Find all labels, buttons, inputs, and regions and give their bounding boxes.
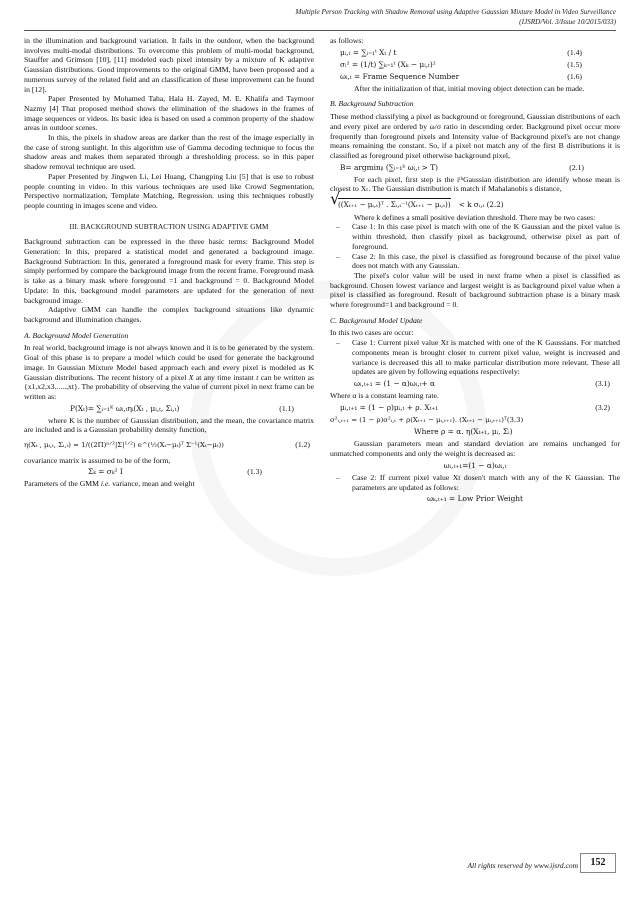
- italic-span: t: [256, 372, 259, 382]
- equation-1-5: [330, 60, 620, 70]
- sqrt-sign: √: [330, 189, 341, 209]
- equation-1-1: [24, 404, 314, 414]
- equation-text: ωᵢ,ₜ = Frame Sequence Number: [340, 71, 460, 81]
- subsection-heading: A. Background Model Generation: [24, 330, 129, 340]
- header-rule: [24, 30, 616, 31]
- equation-number: (1.5): [567, 59, 582, 69]
- dash-bullet: –: [336, 222, 340, 232]
- equation-weight-decrease: [330, 461, 620, 471]
- equation-text: μᵢ,ₜ = ∑ᵢ₌₁ᵗ Xₜ / t: [340, 47, 397, 57]
- paragraph: in the illumination and background variation. It fails in the outdoor, when the background involves multi-modal distributions. To overcome this problem of multi-modal background, Stauffer and Grimson [10], [11] modeled each pixel intensity by a mixture of K adaptive Gaussian distributions. Good improvements to the original GMM, have been proposed and a numerous survey of the related field and an classification of these improvement can be found in [12].: [24, 36, 314, 94]
- paragraph: In this, the pixels in shadow areas are darker than the rest of the image especially in the case of strong sunlight. In this algorithm use of Gamma decoding technique to focus the shadow areas and makes them separated through a thresholding process. so in this paper shadow removal technique are used.: [24, 133, 314, 172]
- equation-low-prior-weight: [330, 494, 620, 504]
- paragraph: The pixel's color value will be used in next frame when a pixel is classified as background. Chosen lowest variance and largest weight is as background pixel value when a pixel is classified as foreground. Result of background subtraction phase is a binary mask where foreground=1 and background = 0.: [330, 270, 620, 310]
- equation-number: (1.6): [567, 71, 582, 81]
- equation-number: (1.4): [567, 47, 582, 57]
- paragraph: Gaussian parameters mean and standard deviation are remains unchanged for unmatched components and only the weight is decreased as:: [330, 439, 620, 459]
- paragraph: as follows:: [330, 36, 364, 45]
- dash-bullet: –: [336, 338, 340, 348]
- equation-number: (1.2): [295, 440, 310, 450]
- subsection-heading: B. Background Subtraction: [330, 99, 414, 109]
- equation-text: σᵢ² = (1/t) ∑ₖ₌₁ᵗ (Xₖ − μᵢ,ₜ)²: [340, 59, 436, 69]
- equation-3-2: [330, 403, 620, 413]
- italic-span: X: [188, 372, 194, 382]
- paragraph: Where α is a constant learning rate.: [330, 390, 439, 400]
- equation-text: η(Xₜ , μᵢ,ₜ, Σᵢ,ₜ) = 1/((2Π)ⁿᐟ²|Σ|¹ᐟ²) e^(½(Xₜ−μₜ)ᵀ Σ⁻¹(Xₜ−μₜ)): [24, 441, 224, 450]
- case-text: Case 2: If current pixel value Xt dosen't match with any of the K Gaussian. The parameters are updated as follows:: [352, 472, 620, 492]
- paragraph: In this two cases are occur:: [330, 328, 414, 338]
- case-text: Case 1: In this case pixel is match with one of the K Gaussian and the pixel value is within threshold, then classify pixel as background, otherwise pixel as part of foreground.: [352, 222, 620, 251]
- paragraph: [24, 479, 314, 489]
- paragraph: Background subtraction can be expressed in the three basic terms: Background Model Generation: In this, prepared a statistical model and generated a background image. Background Subtraction: In this, generated a foreground mask for every frame. This step is simply performed by compare the background image from the recent frame. Foreground mask is take as a binary mask where foreground =1 and background = 0. Background Model Update: In this, background model parameters are updated for the generation of next background image.: [24, 237, 314, 305]
- list-item-case: [330, 252, 620, 271]
- header-citation: (IJSRD/Vol. 3/Issue 10/2015/033): [519, 17, 616, 26]
- equation-text: < k σᵢ,ₜ (2.2): [458, 200, 504, 210]
- equation-number: (2.1): [569, 162, 584, 172]
- text-span: In real world, background image is not always known and it is to be generated by the system. Goal of this phase is to prepare a model which could be used for generate the background image. In Gaussian Mixture Model based approach each and every pixel is modeled as K Gaussian distributions. The recent history of a pixel: [24, 343, 314, 382]
- equation-text: ωᵢ,ₜ₊₁ = (1 − α)ωᵢ,ₜ+ α: [354, 378, 436, 388]
- equation-text: P(Xₜ)= ∑ᵢ₌₁ᴷ ωᵢ,ₜηᵢ(Xₜ , μᵢ,ₜ, Σᵢ,ₜ): [70, 403, 180, 413]
- equation-number: (3.2): [595, 402, 610, 412]
- equation-2-2: [330, 189, 620, 210]
- equation-1-6: [330, 72, 620, 82]
- equation-text: Where ρ = α. η(Xₜ₊₁, μᵢ, Σᵢ): [414, 427, 513, 437]
- right-column: [330, 36, 620, 506]
- paragraph: where K is the number of Gaussian distribution, and the mean, the covariance matrix are included and is a Gaussian probability density function,: [24, 415, 314, 435]
- list-item-case: [330, 338, 620, 377]
- paragraph: After the initialization of that, initial moving object detection can be made.: [354, 83, 585, 93]
- equation-3-3: [330, 415, 620, 426]
- equation-number: (1.3): [247, 467, 262, 477]
- paragraph: Where k defines a small positive deviation threshold. There may be two cases:: [354, 212, 596, 222]
- equation-1-3: [24, 467, 314, 477]
- list-item-case: [330, 222, 620, 251]
- equation-1-2: [24, 440, 314, 451]
- running-header: [295, 8, 616, 27]
- header-title: Multiple Person Tracking with Shadow Removal using Adaptive Gaussian Mixture Model in Video Surveillance: [295, 8, 616, 16]
- subsection-heading: C. Background Model Update: [330, 315, 423, 325]
- equation-text: σ²ᵢ,ₜ₊₁ = (1 − ρ)σ²ᵢ,ₜ + ρ(Xₜ₊₁ − μᵢ,ₜ₊₁). (Xₜ₊₁ − μᵢ,ₜ₊₁)ᵀ(3.3): [330, 415, 524, 424]
- equation-text: B= argminᵦ (∑ᵢ₌₁ᵇ ωᵢ,ₜ > T): [340, 162, 439, 172]
- equation-3-1: [330, 379, 620, 389]
- footer-rights: All rights reserved by www.ijsrd.com: [467, 861, 578, 870]
- paragraph: Paper Presented by Mohamed Taha, Hala H. Zayed, M. E. Khalifa and Taymoor Nazmy [4] That proposed method shows the elimination of the shadows in the frames of image sequences or videos. Its basic idea is based on used a common property of the shadow areas in outdoor scenes.: [24, 94, 314, 133]
- italic-span: i.e.: [100, 479, 111, 489]
- paragraph: For each pixel, first step is the iᵗʰGaussian distribution are identify whose mean is closest to Xₜ. The Gaussian distribution is match if Mahalanobis s distance,: [330, 174, 620, 194]
- equation-text: μᵢ,ₜ₊₁ = (1 − ρ)μᵢ,ₜ + ρ. Xₜ₊₁: [340, 402, 439, 412]
- paragraph: Adaptive GMM can handle the complex background situations like dynamic background and illumination changes.: [24, 305, 314, 324]
- equation-2-1: [330, 163, 620, 173]
- paragraph: covariance matrix is assumed to be of the form,: [24, 455, 171, 465]
- equation-rho-definition: [330, 427, 620, 437]
- equation-number: (1.1): [279, 403, 294, 413]
- equation-radicand: ((Xₜ₊₁ − μᵢ,ₜ)ᵀ . Σᵢ,ₜ⁻¹(Xₜ₊₁ − μᵢ,ₜ)): [338, 200, 451, 210]
- dash-bullet: –: [336, 472, 340, 482]
- paragraph: [24, 343, 314, 401]
- left-column: [24, 36, 314, 489]
- case-text: Case 2: In this case, the pixel is classified as foreground because of the pixel value does not match with any Gaussian.: [352, 251, 620, 271]
- text-span: Parameters of the GMM: [24, 479, 101, 489]
- equation-number: (3.1): [595, 378, 610, 388]
- paragraph: These method classifying a pixel as background or foreground, Gaussian distributions of each and every pixel are ordered by ω/σ ratio in descending order. Background pixel occur more frequently than foreground pixels and Intensity value of Background pixel's are not change means remaining the constant. So, if a pixel not match any of the first B distributions it is classified as foreground pixel otherwise background pixel,: [330, 112, 620, 160]
- page-number: 152: [580, 853, 616, 873]
- paragraph: Paper Presented by Jingwen Li, Lei Huang, Changping Liu [5] that is use to robust people counting in video. In this various techniques are used like Crowd Segmentation, Perspective normalization, Template Matching, Regression. using this techniques robustly people counting in images scene and video.: [24, 171, 314, 210]
- dash-bullet: –: [336, 251, 340, 261]
- equation-text: Σₖ = σₖ² I: [88, 467, 123, 477]
- equation-1-4: [330, 48, 620, 58]
- list-item-case: [330, 473, 620, 492]
- section-heading: III. BACKGROUND SUBTRACTION USING ADAPTIVE GMM: [69, 222, 269, 231]
- text-span: at any time instant: [193, 372, 257, 382]
- case-text: Case 1: Current pixel value Xt is matched with one of the K Gaussians. For matched components mean is brought closer to current pixel value, weight is increased and variance is decreased this all to make particular distribution more relevant. These all updates are given by following equations respectively:: [352, 338, 620, 377]
- text-span: variance, mean and weight: [110, 479, 195, 489]
- equation-text: ωₖ,ₜ₊₁ = Low Prior Weight: [426, 494, 524, 504]
- equation-text: ωᵢ,ₜ₊₁=(1 − α)ωᵢ,ₜ: [443, 460, 507, 470]
- text-span: can be written as {x1,x2,x3......,xt}. The probability of observing the value of current pixel in next frame can be written as:: [24, 372, 315, 401]
